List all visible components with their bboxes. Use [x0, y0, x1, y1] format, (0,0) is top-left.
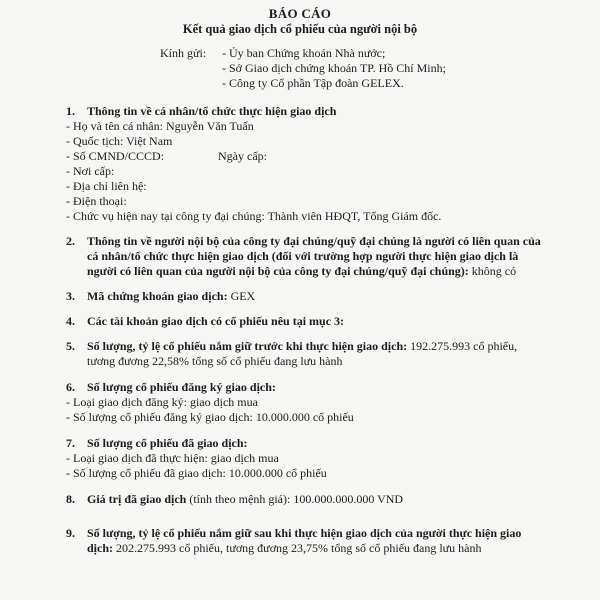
- section-text: Số lượng, tỷ lệ cổ phiếu nắm giữ sau khi thực hiện giao dịch của người thực hiện giao: [87, 526, 522, 540]
- section-heading: Thông tin về cá nhân/tổ chức thực hiện giao dịch: [87, 104, 337, 118]
- section-text: [87, 339, 517, 354]
- section-number: 3.: [66, 289, 75, 303]
- issue-place-label: - Nơi cấp:: [66, 164, 115, 178]
- section-text-bold: dịch:: [87, 541, 114, 555]
- recipient-item: - Sở Giao dịch chứng khoán TP. Hồ Chí Minh;: [222, 61, 446, 75]
- section-number: 6.: [66, 380, 75, 394]
- section-number: 8.: [66, 492, 75, 506]
- section-value: (tính theo mệnh giá): 100.000.000.000 VND: [186, 492, 404, 506]
- recipients-label: Kính gửi:: [160, 46, 207, 60]
- section-number: 1.: [66, 104, 75, 118]
- section-number: 5.: [66, 339, 75, 353]
- section-value: 192.275.993 cổ phiếu,: [407, 339, 518, 353]
- transaction-quantity: - Số lượng cổ phiếu đã giao dịch: 10.000.000 cổ phiếu: [66, 466, 327, 480]
- section-number: 9.: [66, 526, 75, 540]
- transaction-type: - Loại giao dịch đã thực hiện: giao dịch mua: [66, 451, 279, 465]
- id-number-label: - Số CMND/CCCD:: [66, 149, 165, 163]
- section-text: tương đương 22,58% tổng số cổ phiếu đang lưu hành: [87, 354, 343, 368]
- section-text: [87, 541, 482, 556]
- section-value: 202.275.993 cổ phiếu, tương đương 23,75% tổng số cổ phiếu đang lưu hành: [113, 541, 482, 555]
- position-line: - Chức vụ hiện nay tại công ty đại chúng: Thành viên HĐQT, Tổng Giám đốc.: [66, 209, 442, 223]
- document-subtitle: Kết quả giao dịch cổ phiếu của người nội bộ: [182, 22, 418, 36]
- section-number: 7.: [66, 436, 75, 450]
- section-text: cá nhân/tổ chức thực hiện giao dịch (đối với trường hợp người thực hiện giao dịch là: [87, 249, 519, 263]
- section-text: [87, 264, 516, 279]
- address-label: - Địa chỉ liên hệ:: [66, 179, 147, 193]
- section-text: [87, 289, 255, 304]
- section-text: [87, 492, 403, 507]
- section-label: Mã chứng khoán giao dịch:: [87, 289, 228, 303]
- issue-date-label: Ngày cấp:: [218, 149, 267, 163]
- section-heading: Số lượng cổ phiếu đã giao dịch:: [87, 436, 248, 450]
- section-text: Thông tin về người nội bộ của công ty đại chúng/quỹ đại chúng là người có liên quan của: [87, 234, 541, 248]
- section-text-bold: người có liên quan của người nội bộ của công ty đại chúng/quỹ đại chúng):: [87, 264, 469, 278]
- section-number: 4.: [66, 314, 75, 328]
- section-value: không có: [468, 264, 517, 278]
- transaction-quantity: - Số lượng cổ phiếu đăng ký giao dịch: 10.000.000 cổ phiếu: [66, 410, 354, 424]
- nationality: - Quốc tịch: Việt Nam: [66, 134, 173, 148]
- section-label: Các tài khoản giao dịch có cổ phiếu nêu tại mục 3:: [87, 314, 345, 328]
- recipient-item: - Công ty Cổ phần Tập đoàn GELEX.: [222, 76, 404, 90]
- transaction-type: - Loại giao dịch đăng ký: giao dịch mua: [66, 395, 258, 409]
- section-label: Giá trị đã giao dịch: [87, 492, 187, 506]
- section-value: GEX: [227, 289, 256, 303]
- section-heading: Số lượng cổ phiếu đăng ký giao dịch:: [87, 380, 276, 394]
- person-name: - Họ và tên cá nhân: Nguyễn Văn Tuấn: [66, 119, 254, 133]
- section-label: Số lượng, tỷ lệ cổ phiếu nắm giữ trước khi thực hiện giao dịch:: [87, 339, 408, 353]
- recipient-item: - Ủy ban Chứng khoán Nhà nước;: [222, 46, 386, 60]
- section-number: 2.: [66, 234, 75, 248]
- phone-label: - Điện thoại:: [66, 194, 127, 208]
- document-title: BÁO CÁO: [268, 6, 332, 21]
